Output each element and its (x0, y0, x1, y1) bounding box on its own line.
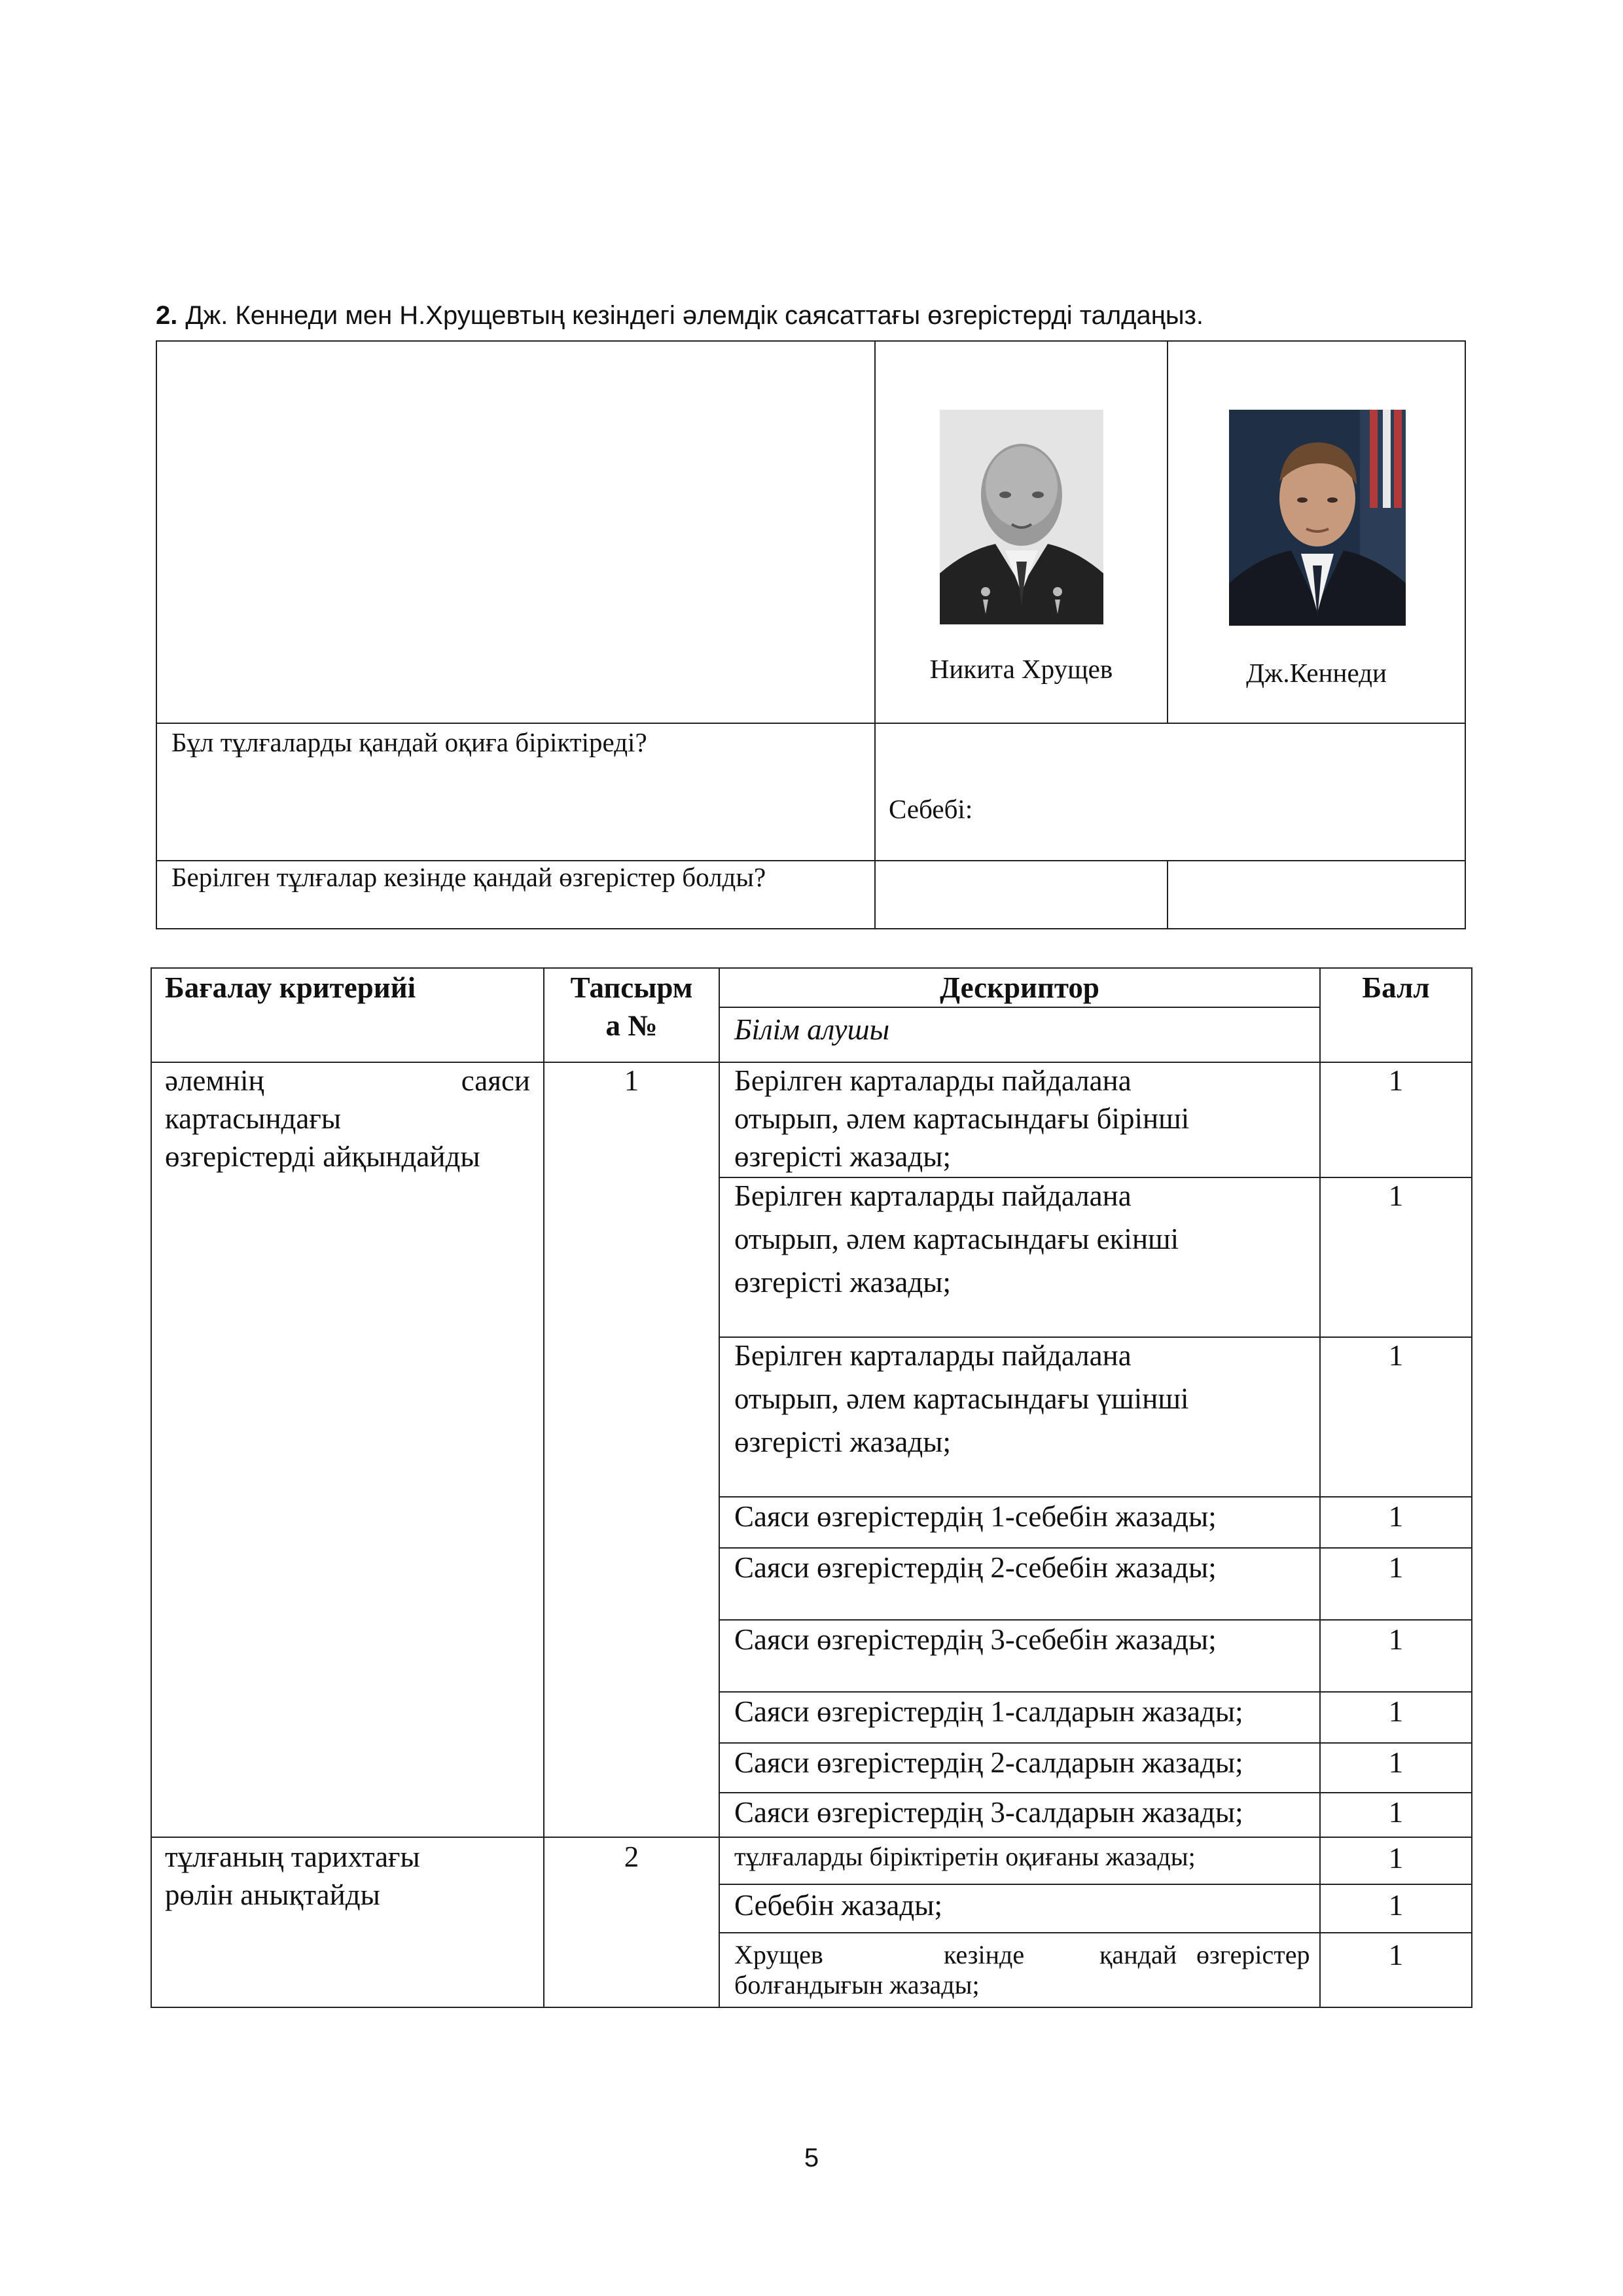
score-value: 1 (1388, 1889, 1404, 1922)
answer-row2-right-cell[interactable] (1167, 860, 1466, 929)
score-value: 1 (1388, 1064, 1404, 1097)
criterion1-task-cell (543, 1062, 720, 1838)
kennedy-portrait (1229, 410, 1406, 626)
question-row2: Берілген тұлғалар кезінде қандай өзгерістер болды? (171, 862, 766, 892)
score-value: 1 (1388, 1500, 1404, 1533)
descriptor-line: Саяси өзгерістердің 1-салдарын жазады; (734, 1695, 1243, 1728)
score-value: 1 (1388, 1695, 1404, 1728)
descriptor-line: Берілген карталарды пайдалана (734, 1064, 1132, 1097)
criterion2-line1: тұлғаның тарихтағы (165, 1840, 420, 1873)
descriptor-line: Берілген карталарды пайдалана (734, 1179, 1132, 1212)
question-heading (156, 300, 1465, 331)
question-row1: Бұл тұлғаларды қандай оқиға біріктіреді? (171, 727, 647, 757)
descriptor-line: өзгерісті жазады; (734, 1140, 951, 1173)
learner-header: Білім алушы (734, 1013, 890, 1046)
descriptor-line: Хрущев (734, 1940, 823, 1969)
criterion1-line1-right: саяси (461, 1064, 530, 1097)
score-value: 1 (1388, 1339, 1404, 1372)
score-value: 1 (1388, 1939, 1404, 1971)
task-no-header-line2: а № (605, 1009, 658, 1042)
descriptor-line: Берілген карталарды пайдалана (734, 1339, 1132, 1372)
criterion2-task-no: 2 (624, 1840, 639, 1873)
score-value: 1 (1388, 1179, 1404, 1212)
question-text: Дж. Кеннеди мен Н.Хрущевтың кезіндегі әлемдік саясаттағы өзгерістерді талдаңыз. (185, 301, 1204, 330)
criteria-header: Бағалау критерийі (165, 971, 416, 1004)
score-value: 1 (1388, 1623, 1404, 1656)
descriptor-line: өзгерісті жазады; (734, 1426, 951, 1458)
descriptor-line: Саяси өзгерістердің 3-салдарын жазады; (734, 1796, 1243, 1829)
score-value: 1 (1388, 1796, 1404, 1829)
reason-label: Себебі: (889, 794, 973, 824)
person2-caption: Дж.Кеннеди (1246, 658, 1387, 688)
descriptor-line: Себебін жазады; (734, 1889, 942, 1922)
person1-caption: Никита Хрущев (929, 654, 1113, 684)
criterion1-task-no: 1 (624, 1064, 639, 1097)
score-value: 1 (1388, 1551, 1404, 1584)
descriptor-line: өзгерістер (1196, 1940, 1310, 1969)
descriptor-line: Саяси өзгерістердің 2-салдарын жазады; (734, 1746, 1243, 1779)
score-value: 1 (1388, 1746, 1404, 1779)
criterion1-line1-left: әлемнің (165, 1064, 264, 1097)
descriptor-header: Дескриптор (940, 971, 1099, 1004)
question-number: 2. (156, 301, 178, 330)
descriptor-line: Саяси өзгерістердің 3-себебін жазады; (734, 1623, 1217, 1656)
assessment-rubric-table (151, 967, 1472, 2008)
criterion1-line2: картасындағы (165, 1102, 342, 1135)
descriptor-line: отырып, әлем картасындағы үшінші (734, 1382, 1189, 1415)
descriptor-line: Саяси өзгерістердің 1-себебін жазады; (734, 1500, 1217, 1533)
descriptor-line: тұлғаларды біріктіретін оқиғаны жазады; (734, 1842, 1196, 1871)
task-no-header-line1: Тапсырм (570, 971, 693, 1004)
descriptor-line: өзгерісті жазады; (734, 1266, 951, 1299)
answer-row2-left-cell[interactable] (874, 860, 1168, 929)
descriptor-line: кезінде (944, 1940, 1025, 1969)
score-value: 1 (1388, 1842, 1404, 1874)
criterion1-cell (151, 1062, 544, 1838)
score-header: Балл (1362, 971, 1430, 1004)
criterion1-line3: өзгерістерді айқындайды (165, 1140, 480, 1173)
descriptor-line: отырып, әлем картасындағы бірінші (734, 1102, 1190, 1135)
khrushchev-portrait (940, 410, 1103, 624)
descriptor-line: болғандығын жазады; (734, 1970, 980, 2000)
descriptor-line: Саяси өзгерістердің 2-себебін жазады; (734, 1551, 1217, 1584)
descriptor-line: отырып, әлем картасындағы екінші (734, 1223, 1179, 1255)
criterion2-line2: рөлін анықтайды (165, 1878, 380, 1911)
descriptor-line: қандай (1099, 1940, 1177, 1969)
task-table-empty-cell (156, 340, 876, 724)
page-number: 5 (804, 2144, 819, 2172)
task-table (156, 340, 1466, 929)
